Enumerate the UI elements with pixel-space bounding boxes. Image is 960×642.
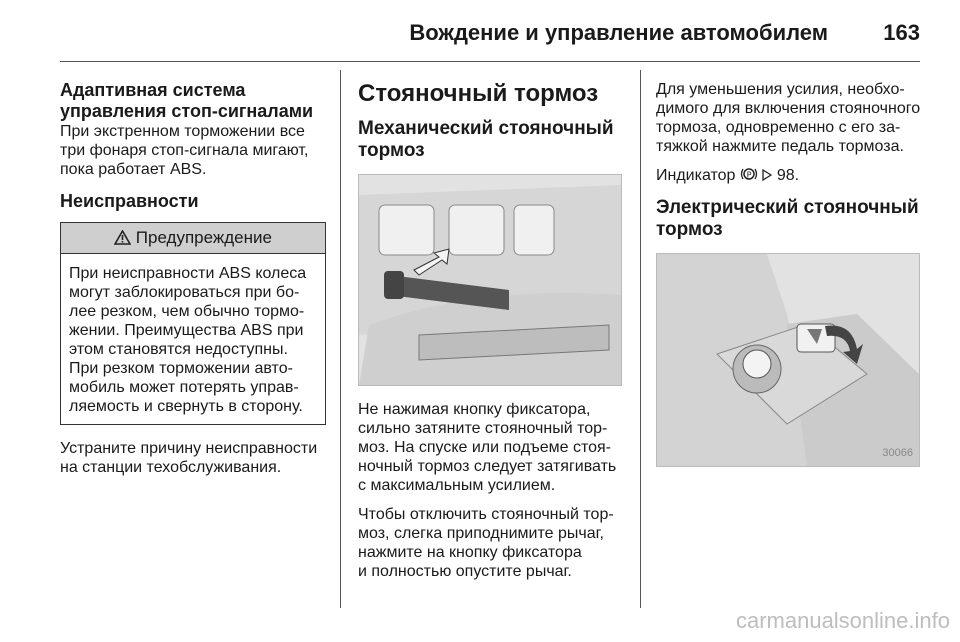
remedy-paragraph: Устраните причину неисправности на станции техобслуживания.	[60, 440, 318, 476]
apply-instructions: Не нажимая кнопку фиксатора, сильно затяните стояночный тор- моз. На спуске или подъеме стоя- ночный тормоз следует затягивать с максимальным усилием.	[358, 401, 617, 494]
mechanical-brake-subtitle: Механический стояночный тормоз	[358, 118, 614, 161]
column-divider	[340, 70, 341, 608]
image-code: 30066	[882, 447, 913, 459]
warning-triangle-icon	[114, 230, 131, 245]
column-left	[60, 80, 326, 487]
electric-brake-illustration	[656, 253, 920, 467]
warning-body: При неисправности ABS колеса могут заблокироваться при бо- лее резком, чем обычно тормо- жении. Преимущества ABS при этом становятся недоступны. При резком торможении авто- мобиль может потерять управ- ляемость и свернуть в сторону.	[69, 265, 307, 415]
section-title: Адаптивная система управления стоп-сигналами	[60, 80, 314, 121]
effort-paragraph: Для уменьшения усилия, необхо- димого для включения стояночного тормоза, одновременно с его за- тяжкой нажмите педаль тормоза.	[656, 81, 921, 155]
warning-label: Предупреждение	[135, 228, 272, 247]
page-reference-icon	[762, 169, 772, 181]
watermark: carmanualsonline.info	[735, 608, 950, 633]
indicator-line: Индикатор P 98.	[656, 167, 800, 184]
header-title: Вождение и управление автомобилем	[409, 20, 828, 45]
electric-brake-subtitle: Электрический стояночный тормоз	[656, 197, 919, 240]
intro-paragraph: При экстренном торможении все три фонаря стоп-сигнала мигают, пока работает ABS.	[60, 123, 309, 178]
brake-indicator-icon	[740, 166, 758, 182]
column-right	[656, 80, 926, 467]
svg-text:P: P	[746, 170, 752, 180]
warning-header	[61, 223, 325, 254]
header-divider	[60, 61, 920, 62]
page-number: 163	[883, 20, 920, 45]
malfunctions-heading: Неисправности	[60, 191, 199, 211]
handbrake-illustration	[358, 174, 622, 386]
warning-box	[60, 222, 326, 425]
parking-brake-title: Стояночный тормоз	[358, 80, 599, 107]
column-divider	[640, 70, 641, 608]
release-instructions: Чтобы отключить стояночный тор- моз, слегка приподнимите рычаг, нажмите на кнопку фиксатора и полностью опустите рычаг.	[358, 506, 614, 580]
column-middle	[358, 80, 628, 591]
